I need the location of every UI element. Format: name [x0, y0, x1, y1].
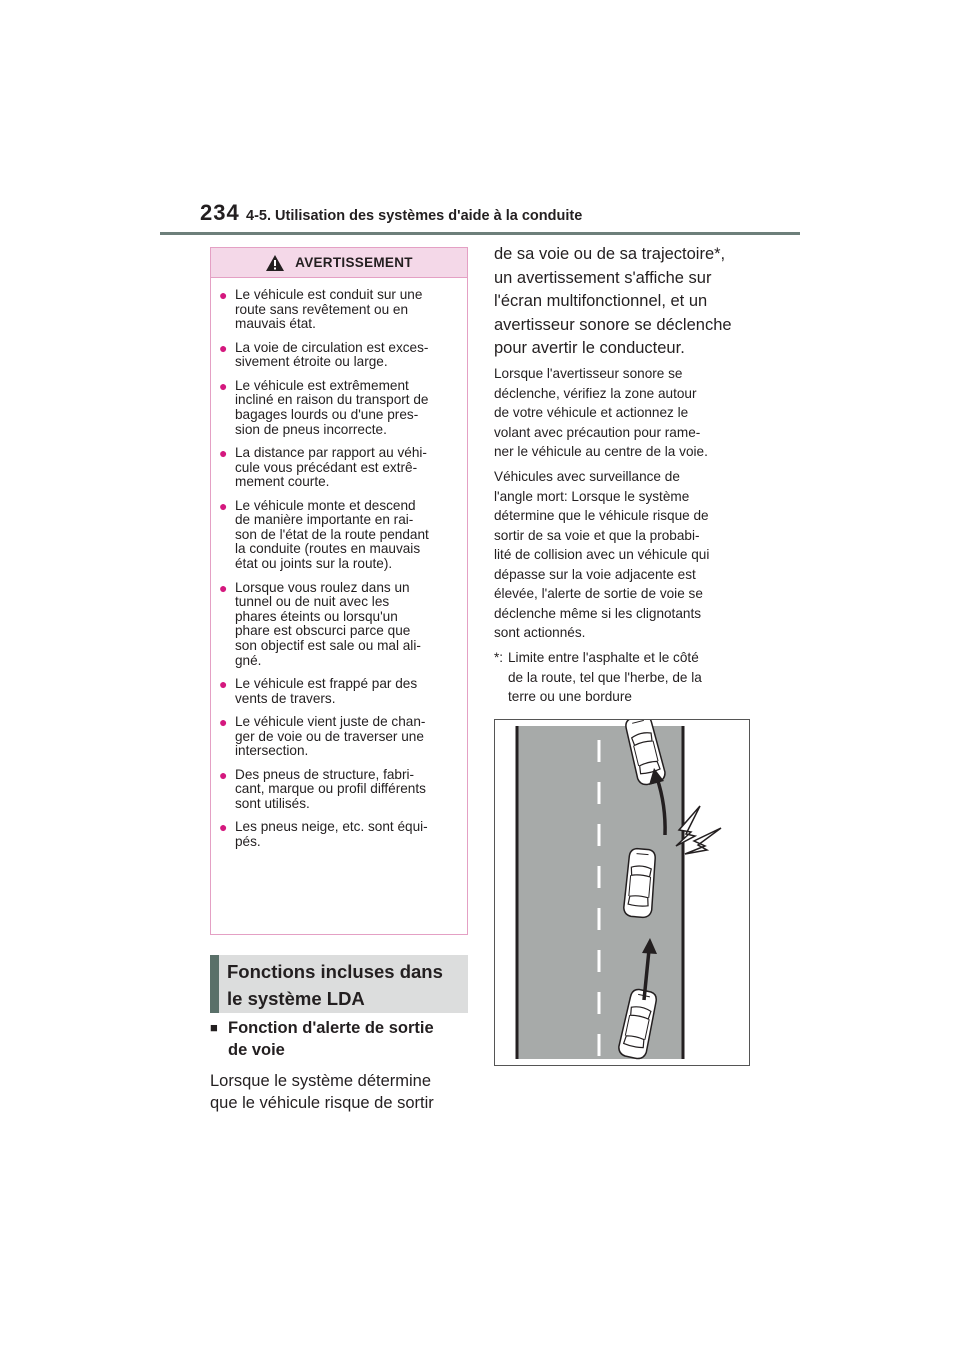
- warning-item: [219, 499, 461, 572]
- bullet-icon: ●: [219, 579, 228, 596]
- warning-item-text: La voie de circulation est exces- sivement étroite ou large.: [235, 339, 429, 370]
- note-text: Véhicules avec surveillance de l'angle mort: Lorsque le système détermine que le véhicule risque de sortir de sa voie et que la probabi- lité de collision avec un véhicule qui dépasse sur la voie adjacente est élevée, l'alerte de sortie de voie se déclenche même si les clignotants sont actionnés.: [494, 469, 710, 640]
- warning-item: [219, 820, 461, 849]
- body-text-right: de sa voie ou de sa trajectoire*, un avertissement s'affiche sur l'écran multifonctionnel, et un avertisseur sonore se déclenche pour avertir le conducteur.: [494, 245, 732, 357]
- header-rule: [160, 232, 800, 235]
- warning-title: AVERTISSEMENT: [295, 255, 413, 270]
- warning-item-text: Le véhicule est extrêmement incliné en raison du transport de bagages lourds ou d'une pres- sion de pneus incorrecte.: [235, 377, 429, 437]
- bullet-icon: ●: [219, 377, 228, 394]
- footnote: [494, 648, 754, 707]
- bullet-icon: ●: [219, 819, 228, 836]
- warning-item-text: Le véhicule est frappé par des vents de travers.: [235, 676, 418, 706]
- warning-item-text: Le véhicule est conduit sur une route sans revêtement ou en mauvais état.: [235, 287, 423, 332]
- warning-item: [219, 715, 461, 759]
- bullet-icon: ●: [219, 287, 228, 303]
- square-bullet-icon: ■: [210, 1020, 218, 1035]
- warning-item: [219, 379, 461, 437]
- bullet-icon: ●: [219, 339, 228, 356]
- warning-list: [211, 278, 467, 850]
- bullet-icon: ●: [219, 766, 228, 783]
- warning-item-text: Des pneus de structure, fabri- cant, marque ou profil différents sont utilisés.: [235, 766, 426, 811]
- note-text: Lorsque l'avertisseur sonore se déclenche, vérifiez la zone autour de votre véhicule et actionnez le volant avec précaution pour rame- ner le véhicule au centre de la voie.: [494, 366, 708, 459]
- warning-item-text: Le véhicule vient juste de chan- ger de voie ou de traverser une intersection.: [235, 714, 426, 759]
- warning-triangle-icon: [265, 254, 285, 272]
- body-text-left: Lorsque le système détermine que le véhicule risque de sortir: [210, 1072, 434, 1112]
- subheading: [210, 1017, 470, 1061]
- warning-item: [219, 677, 461, 706]
- warning-box: [210, 247, 468, 935]
- bullet-icon: ●: [219, 445, 228, 462]
- footnote-mark: *:: [494, 650, 504, 665]
- warning-item-text: Les pneus neige, etc. sont équi- pés.: [235, 819, 428, 850]
- warning-item: [219, 341, 461, 370]
- warning-item: [219, 768, 461, 812]
- bullet-icon: ●: [219, 676, 228, 692]
- bullet-icon: ●: [219, 497, 228, 514]
- footnote-text: Limite entre l'asphalte et le côté de la route, tel que l'herbe, de la terre ou une bordure: [508, 650, 702, 704]
- bullet-icon: ●: [219, 714, 228, 731]
- warning-item: [219, 288, 461, 332]
- lda-heading: Fonctions incluses dans le système LDA: [210, 955, 468, 1013]
- warning-item-text: La distance par rapport au véhi- cule vous précédant est extrê- mement courte.: [235, 445, 427, 490]
- lane-departure-figure: [494, 719, 750, 1066]
- warning-item: [219, 581, 461, 669]
- warning-item: [219, 446, 461, 490]
- section-title: 4-5. Utilisation des systèmes d'aide à la conduite: [246, 208, 583, 224]
- subheading-text: Fonction d'alerte de sortie de voie: [228, 1019, 434, 1059]
- warning-header: [211, 248, 467, 278]
- warning-item-text: Lorsque vous roulez dans un tunnel ou de nuit avec les phares éteints ou lorsqu'un phare est obscurci parce que son objectif est sale ou mal ali- gné.: [235, 579, 421, 668]
- warning-item-text: Le véhicule monte et descend de manière importante en rai- son de l'état de la route pendant la conduite (routes en mauvais état ou joints sur la route).: [235, 497, 429, 572]
- page-number: 234: [200, 200, 240, 225]
